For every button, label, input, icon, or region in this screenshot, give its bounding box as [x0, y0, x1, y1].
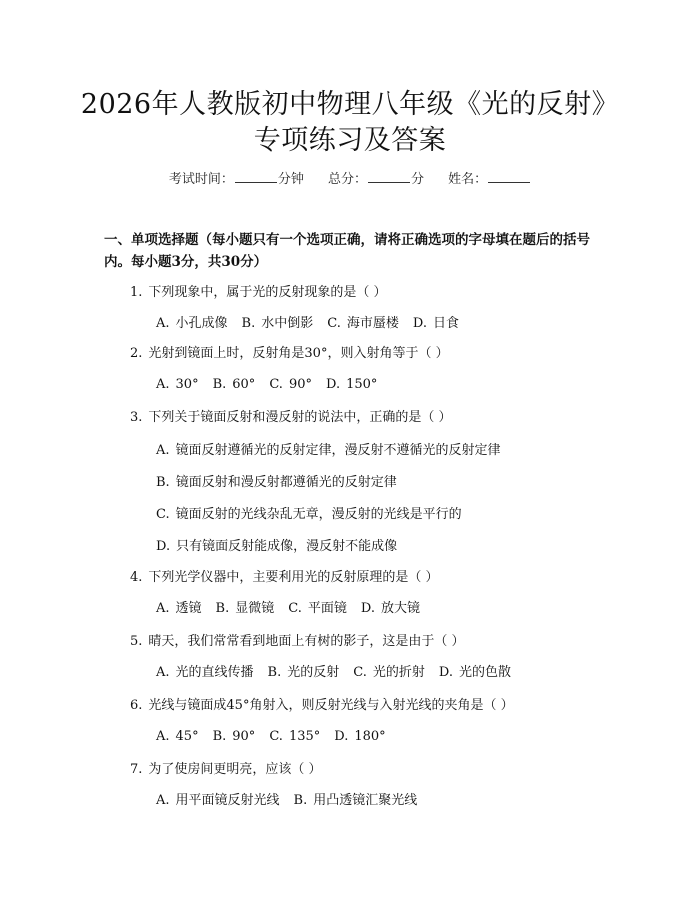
option-text: 只有镜面反射能成像，漫反射不能成像 [176, 539, 398, 554]
option-letter: B. [215, 601, 230, 616]
question-number: 2. [130, 346, 143, 361]
page-title-line-2: 专项练习及答案 [253, 125, 447, 156]
option-text: 镜面反射的光线杂乱无章，漫反射的光线是平行的 [175, 507, 462, 522]
question-3 [130, 408, 452, 428]
option-letter: D. [325, 377, 341, 392]
option-text: 45° [175, 729, 199, 744]
question-5 [130, 632, 465, 652]
option-letter: A. [156, 316, 170, 331]
option-letter: D. [334, 729, 349, 744]
option-text: 平面镜 [307, 601, 347, 616]
option-text: 用凸透镜汇聚光线 [313, 793, 418, 808]
option-text: 60° [232, 377, 256, 392]
option-item [216, 601, 275, 616]
option-text: 小孔成像 [175, 316, 228, 331]
question-number: 6. [130, 698, 143, 713]
option-item [242, 316, 314, 331]
option-item [213, 729, 256, 744]
option-text: 日食 [432, 316, 459, 331]
question-4-options [156, 599, 434, 619]
exam-time-field [169, 172, 308, 187]
option-letter: D. [360, 601, 375, 616]
option-text: 放大镜 [380, 601, 420, 616]
option-text: 光的直线传播 [175, 665, 254, 680]
option-text: 显微镜 [235, 601, 275, 616]
option-text: 用平面镜反射光线 [175, 793, 280, 808]
total-score-blank [368, 170, 410, 183]
option-item [361, 601, 420, 616]
question-text: 光线与镜面成45°角射入，则反射光线与入射光线的夹角是（ ） [148, 698, 514, 713]
option-letter: A. [156, 729, 170, 744]
exam-info-bar [0, 168, 700, 187]
option-text: 180° [354, 729, 386, 744]
option-letter: B. [212, 729, 227, 744]
option-item [439, 665, 511, 680]
option-text: 海市蜃楼 [346, 316, 399, 331]
question-3-options [156, 537, 411, 557]
question-6-options [156, 727, 400, 747]
question-number: 4. [130, 570, 143, 585]
option-text: 30° [175, 377, 199, 392]
question-number: 5. [130, 634, 143, 649]
option-text: 135° [288, 729, 321, 744]
option-letter: C. [327, 316, 341, 331]
option-item [156, 507, 462, 522]
option-text: 镜面反射遵循光的反射定律，漫反射不遵循光的反射定律 [175, 443, 501, 458]
option-letter: A. [156, 665, 170, 680]
question-number: 3. [130, 410, 143, 425]
question-7-options [156, 791, 431, 811]
question-2-options [156, 375, 391, 395]
option-item [156, 377, 199, 392]
exam-time-blank [235, 170, 277, 183]
option-item [413, 316, 459, 331]
section-header: 一、单项选择题（每小题只有一个选项正确，请将正确选项的字母填在题后的括号内。每小题3分，共30分） [104, 232, 590, 270]
option-item [156, 793, 280, 808]
question-text: 晴天，我们常常看到地面上有树的影子，这是由于（ ） [148, 634, 465, 649]
option-letter: D. [412, 316, 427, 331]
option-item [269, 729, 320, 744]
option-letter: B. [212, 377, 227, 392]
option-text: 透镜 [175, 601, 202, 616]
option-letter: C. [288, 601, 302, 616]
option-item [156, 316, 228, 331]
option-letter: B. [156, 475, 170, 490]
question-1-options [156, 314, 473, 334]
option-item [156, 601, 202, 616]
option-item [294, 793, 418, 808]
option-text: 150° [346, 377, 378, 392]
question-text: 下列光学仪器中，主要利用光的反射原理的是（ ） [148, 570, 439, 585]
option-letter: B. [293, 793, 308, 808]
option-item [156, 665, 254, 680]
option-item [156, 475, 397, 490]
option-text: 90° [288, 377, 312, 392]
total-score-unit: 分 [411, 172, 425, 187]
option-item [156, 729, 199, 744]
student-name-blank [488, 170, 530, 183]
option-item [353, 665, 425, 680]
question-2 [130, 344, 449, 364]
option-letter: A. [156, 443, 170, 458]
option-item [327, 316, 399, 331]
question-5-options [156, 663, 525, 683]
option-text: 光的色散 [458, 665, 511, 680]
option-item [268, 665, 340, 680]
question-4 [130, 568, 439, 588]
question-3-options [156, 473, 411, 493]
option-letter: B. [241, 316, 256, 331]
question-text: 光射到镜面上时，反射角是30°，则入射角等于（ ） [148, 346, 449, 361]
student-name-field [448, 172, 531, 187]
question-1 [130, 283, 387, 303]
option-item [334, 729, 385, 744]
question-text: 下列关于镜面反射和漫反射的说法中，正确的是（ ） [148, 410, 452, 425]
page-title-line-1: 2026年人教版初中物理八年级《光的反射》 [80, 89, 620, 120]
question-number: 7. [130, 762, 143, 777]
question-6 [130, 696, 514, 716]
option-text: 光的反射 [287, 665, 340, 680]
option-letter: A. [156, 377, 170, 392]
option-item [326, 377, 377, 392]
exam-time-unit: 分钟 [277, 172, 304, 187]
option-letter: C. [269, 729, 283, 744]
question-text: 下列现象中，属于光的反射现象的是（ ） [148, 285, 387, 300]
option-letter: D. [438, 665, 453, 680]
option-letter: D. [156, 539, 171, 554]
question-3-options [156, 505, 476, 525]
option-item [156, 539, 397, 554]
exam-time-label: 考试时间： [168, 172, 234, 187]
option-letter: A. [156, 601, 170, 616]
question-number: 1. [130, 285, 143, 300]
option-letter: C. [156, 507, 170, 522]
question-text: 为了使房间更明亮，应该（ ） [148, 762, 322, 777]
option-text: 水中倒影 [261, 316, 314, 331]
option-text: 90° [232, 729, 256, 744]
option-item [156, 443, 501, 458]
total-score-label: 总分： [327, 172, 367, 187]
question-3-options [156, 441, 515, 461]
option-item [288, 601, 347, 616]
question-7 [130, 760, 322, 780]
option-text: 镜面反射和漫反射都遵循光的反射定律 [175, 475, 397, 490]
option-letter: A. [156, 793, 170, 808]
option-item [269, 377, 312, 392]
option-letter: B. [267, 665, 282, 680]
option-text: 光的折射 [372, 665, 425, 680]
option-item [213, 377, 256, 392]
option-letter: C. [269, 377, 283, 392]
student-name-label: 姓名： [448, 172, 488, 187]
option-letter: C. [353, 665, 367, 680]
total-score-field [328, 172, 428, 187]
